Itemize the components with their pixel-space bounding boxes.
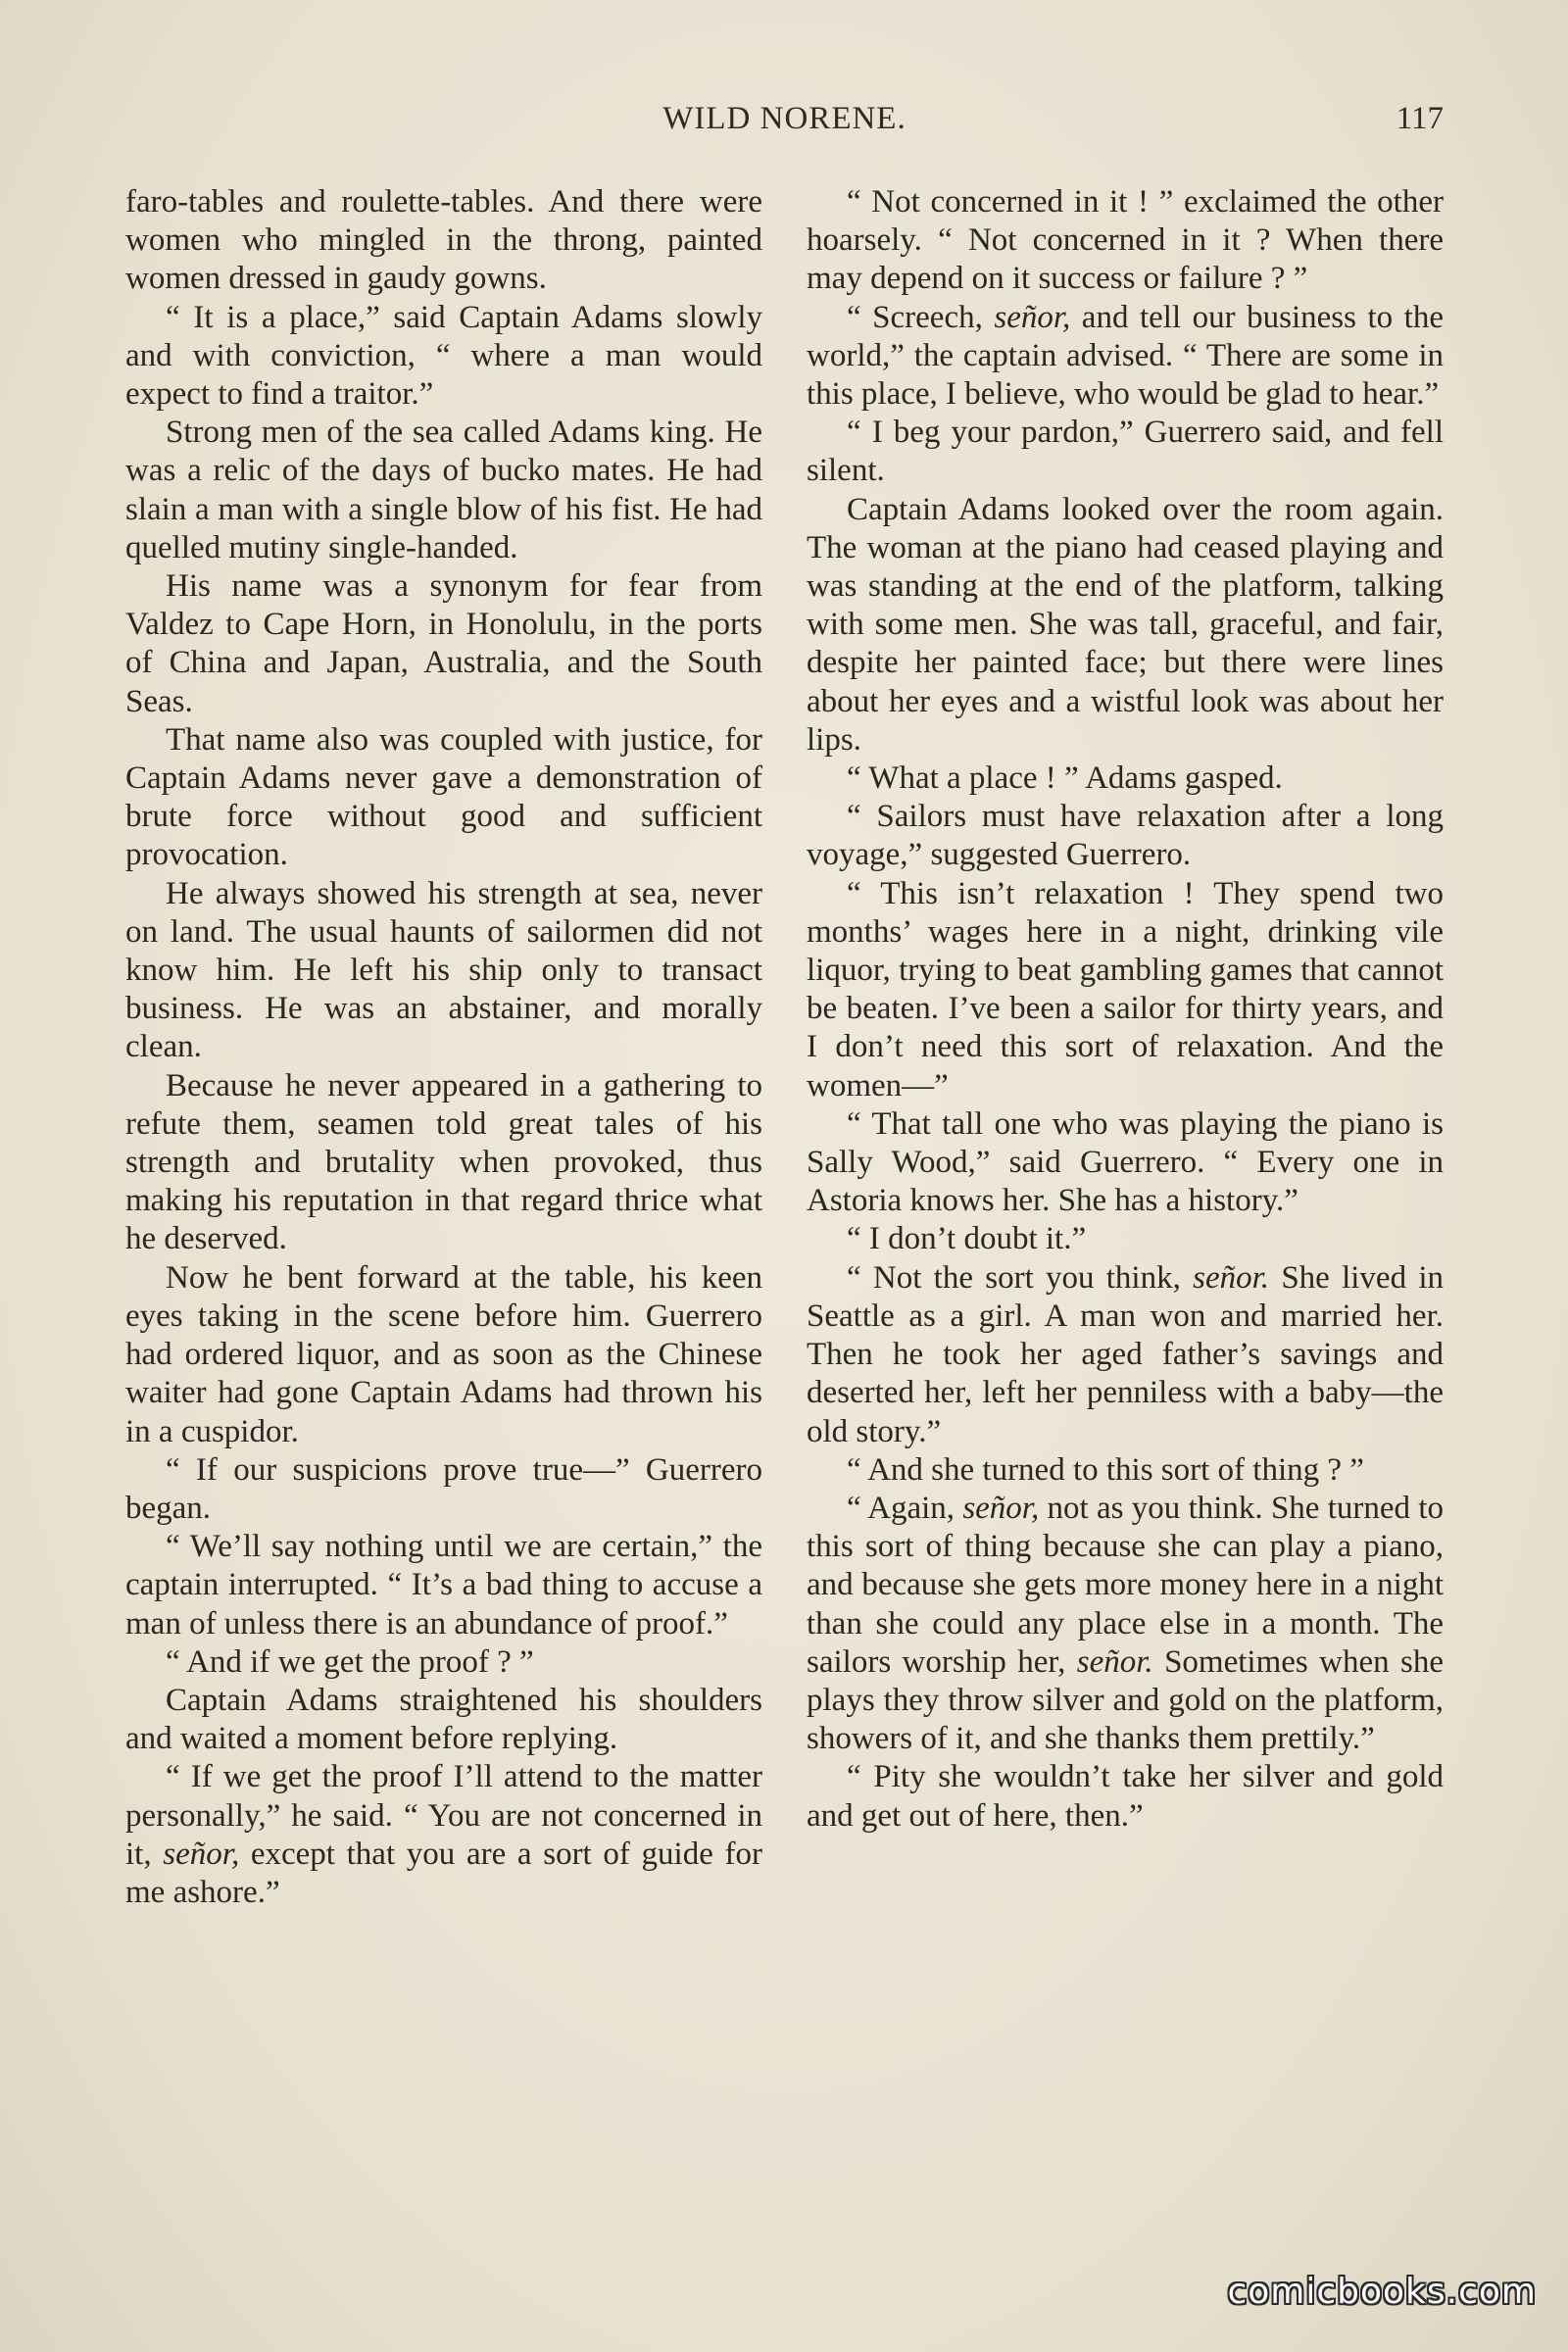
paragraph: Strong men of the sea called Adams king. He was a relic of the days of bucko mates. He had slain a man with a single blow of his fist. He had quelled mutiny single-handed. [125, 415, 762, 565]
paragraph: “ Again, señor, not as you think. She turned to this sort of thing because she can play a piano, and because she gets more money here in a night than she could any place else in a month. The sailors worship her, señor. Sometimes when she plays they throw silver and gold on the platform, showers of it, and she thanks them prettily.” [807, 1490, 1444, 1757]
paragraph: Now he bent forward at the table, his keen eyes taking in the scene before him. Guerrero had ordered liquor, and as soon as the Chinese waiter had gone Captain Adams had thrown his in a cuspidor. [125, 1259, 762, 1449]
paragraph: “ Screech, señor, and tell our business to the world,” the captain advised. “ There are some in this place, I believe, who would be glad to hear.” [807, 299, 1444, 413]
paragraph: “ This isn’t relaxation ! They spend two months’ wages here in a night, drinking vile liquor, trying to beat gambling games that cannot be beaten. I’ve been a sailor for thirty years, and I don’t need this sort of relaxation. And the women—” [807, 875, 1444, 1103]
paragraph: “ What a place ! ” Adams gasped. [847, 760, 1283, 797]
paragraph: “ If we get the proof I’ll attend to the matter personally,” he said. “ You are not concerned in it, señor, except that you are a sort of guide for me ashore.” [125, 1759, 763, 1910]
running-head: WILD NORENE. [662, 101, 906, 136]
italic-word: señor, [994, 299, 1071, 335]
italic-word: señor. [1076, 1643, 1153, 1680]
left-text-column [125, 183, 762, 1912]
paragraph: “ Sailors must have relaxation after a long voyage,” suggested Guerrero. [807, 799, 1444, 873]
paragraph: “ It is a place,” said Captain Adams slowly and with conviction, “ where a man would expect to find a traitor.” [125, 299, 762, 413]
site-watermark: comicbooks.com [1227, 2272, 1537, 2312]
paragraph: “ And if we get the proof ? ” [166, 1643, 534, 1680]
paragraph: “ I beg your pardon,” Guerrero said, and fell silent. [807, 415, 1444, 489]
paragraph: “ I don’t doubt it.” [847, 1221, 1087, 1257]
page-number: 117 [1396, 101, 1444, 136]
right-text-column [807, 183, 1444, 1836]
paragraph: Captain Adams looked over the room again. The woman at the piano had ceased playing and was standing at the end of the platform, talking with some men. She was tall, graceful, and fair, despite her painted face; but there were lines about her eyes and a wistful look was about her lips. [807, 491, 1444, 758]
paragraph: “ Not concerned in it ! ” exclaimed the other hoarsely. “ Not concerned in it ? When there may depend on it success or failure ? ” [807, 184, 1444, 297]
paragraph: Captain Adams straightened his shoulders and waited a moment before replying. [125, 1682, 762, 1757]
paragraph: “ If our suspicions prove true—” Guerrero began. [125, 1451, 762, 1526]
italic-word: señor, [163, 1836, 240, 1872]
paragraph: “ And she turned to this sort of thing ? ” [847, 1451, 1364, 1488]
paragraph: faro-tables and roulette-tables. And there were women who mingled in the throng, painted women dressed in gaudy gowns. [125, 184, 762, 297]
paragraph: “ Pity she wouldn’t take her silver and gold and get out of here, then.” [807, 1759, 1444, 1834]
paragraph: “ We’ll say nothing until we are certain,” the captain interrupted. “ It’s a bad thing to accuse a man of unless there is an abundance of proof.” [125, 1529, 762, 1642]
italic-word: señor, [962, 1490, 1040, 1526]
paragraph: Because he never appeared in a gathering to refute them, seamen told great tales of his strength and brutality when provoked, thus making his reputation in that regard thrice what he deserved. [125, 1067, 762, 1257]
paragraph: His name was a synonym for fear from Valdez to Cape Horn, in Honolulu, in the ports of China and Japan, Australia, and the South Seas. [125, 568, 762, 719]
paragraph: That name also was coupled with justice, for Captain Adams never gave a demonstration of brute force without good and sufficient provocation. [125, 721, 762, 873]
paragraph: He always showed his strength at sea, never on land. The usual haunts of sailormen did not know him. He left his ship only to transact business. He was an abstainer, and morally clean. [125, 875, 762, 1065]
italic-word: señor. [1193, 1259, 1270, 1296]
paragraph: “ Not the sort you think, señor. She lived in Seattle as a girl. A man won and married her. Then he took her aged father’s savings and deserted her, left her penniless with a baby—the old story.” [807, 1259, 1444, 1449]
paragraph: “ That tall one who was playing the piano is Sally Wood,” said Guerrero. “ Every one in Astoria knows her. She has a history.” [807, 1105, 1444, 1219]
page-header [125, 101, 1444, 150]
